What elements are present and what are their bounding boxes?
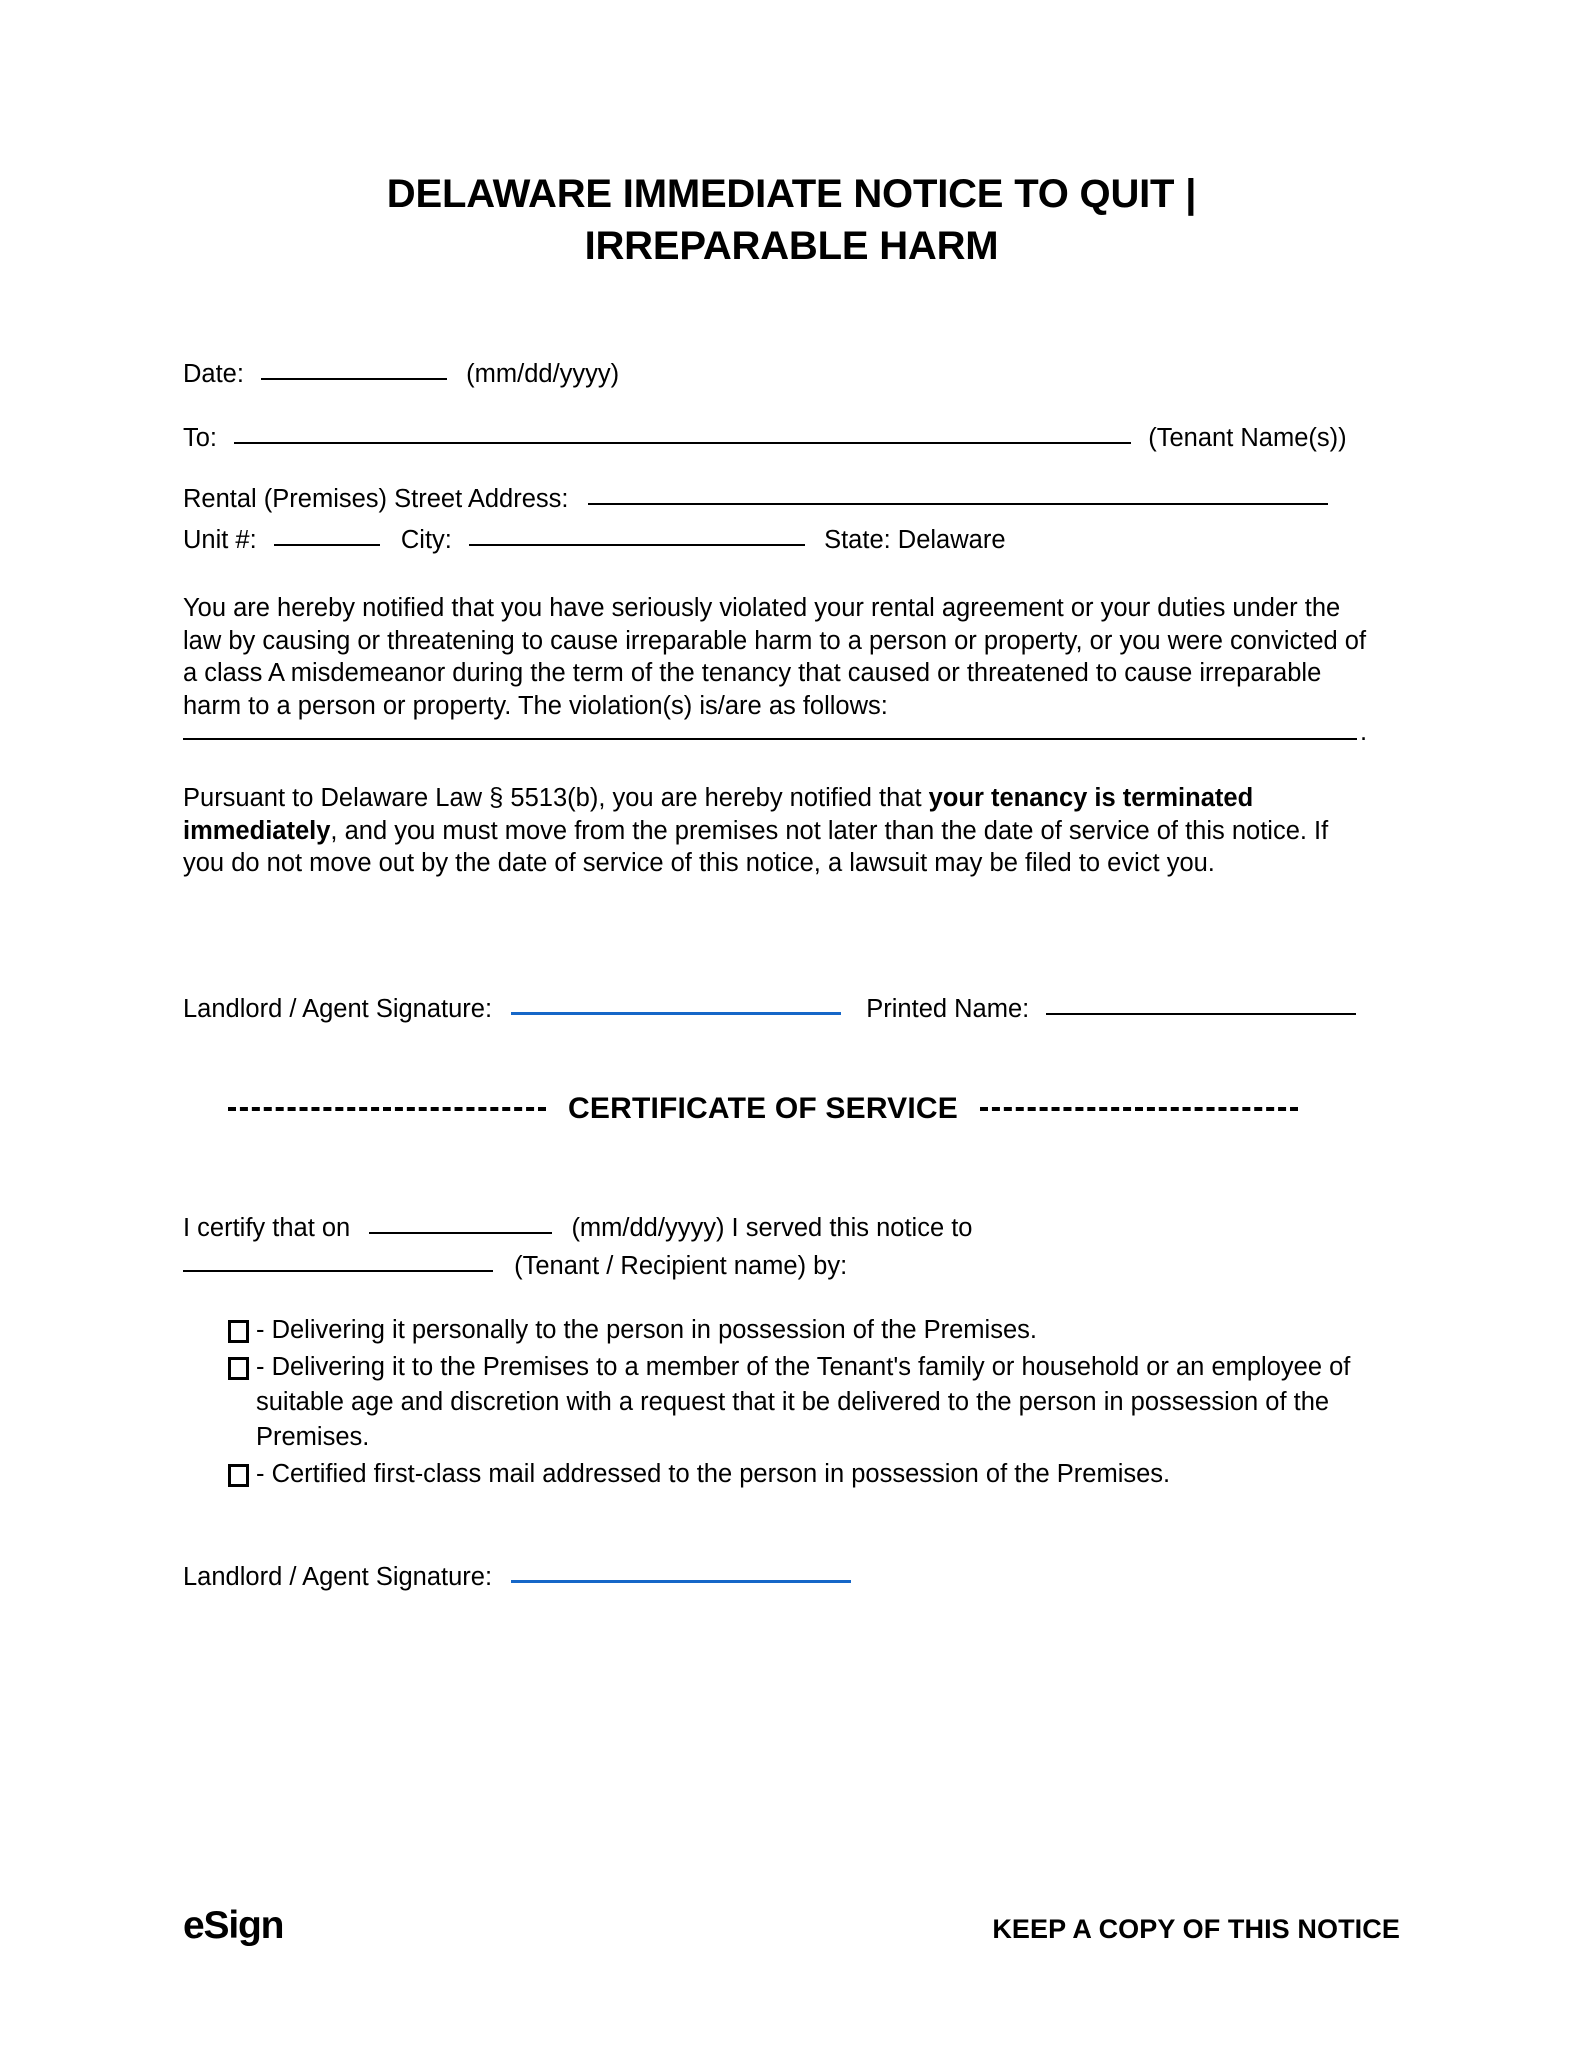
checkbox-icon[interactable] [228, 1320, 249, 1343]
violation-input-line[interactable] [183, 738, 1357, 740]
dashed-rule-right [980, 1107, 1298, 1111]
violation-paragraph: You are hereby notified that you have seriously violated your rental agreement or your duties under the law by causing or threatening to cause irreparable harm to a person or property, or you were convicted of a class A misdemeanor during the term of the tenancy that caused or threatened to cause irreparable harm to a person or property. The violation(s) is/are as follows: [183, 594, 1367, 720]
printed-name-label: Printed Name: [866, 995, 1030, 1023]
date-label: Date: [183, 360, 244, 388]
unit-input[interactable] [274, 525, 380, 546]
landlord-signature-label: Landlord / Agent Signature: [183, 995, 493, 1023]
to-field-row [183, 422, 1347, 454]
street-address-label: Rental (Premises) Street Address: [183, 485, 569, 513]
street-address-input[interactable] [588, 484, 1328, 505]
certify-date-hint: (mm/dd/yyyy) I served this notice to [571, 1214, 973, 1242]
date-field-row [183, 358, 619, 390]
date-format-hint: (mm/dd/yyyy) [466, 360, 620, 388]
service-method-list [228, 1313, 1408, 1494]
landlord-signature-row [183, 993, 1356, 1025]
certify-prefix-label: I certify that on [183, 1214, 351, 1242]
certify-recipient-row [183, 1250, 847, 1282]
checkbox-icon[interactable] [228, 1464, 249, 1487]
certificate-of-service-divider [183, 1092, 1343, 1126]
date-input[interactable] [261, 359, 447, 380]
termination-prefix: Pursuant to Delaware Law § 5513(b), you are hereby notified that [183, 784, 929, 812]
termination-bold-text: your tenancy is terminated immediately [183, 784, 1254, 845]
street-address-row [183, 483, 1328, 515]
certify-date-input[interactable] [369, 1213, 552, 1234]
esign-logo-e: e [183, 1904, 204, 1947]
termination-paragraph [183, 782, 1373, 880]
to-label: To: [183, 424, 218, 452]
termination-suffix: , and you must move from the premises not later than the date of service of this notice. If you do not move out by the date of service of this notice, a lawsuit may be filed to evict you. [183, 816, 1329, 878]
printed-name-input[interactable] [1046, 994, 1356, 1015]
certificate-signature-row [183, 1561, 851, 1593]
city-input[interactable] [469, 525, 805, 546]
tenant-name-input[interactable] [234, 423, 1131, 444]
certificate-signature-input[interactable] [511, 1561, 851, 1583]
page-title-line-1: DELAWARE IMMEDIATE NOTICE TO QUIT | [386, 172, 1197, 216]
landlord-signature-input[interactable] [511, 993, 841, 1015]
esign-logo-sign: Sign [203, 1904, 284, 1947]
city-label: City: [400, 526, 452, 554]
certificate-of-service-heading: CERTIFICATE OF SERVICE [568, 1092, 958, 1125]
service-method-option-certified-mail[interactable] [228, 1457, 1408, 1492]
violation-line-period: . [1360, 718, 1368, 746]
unit-label: Unit #: [183, 526, 257, 554]
checkbox-icon[interactable] [228, 1357, 249, 1380]
certificate-signature-label: Landlord / Agent Signature: [183, 1563, 493, 1591]
dashed-rule-left [228, 1107, 546, 1111]
esign-logo [183, 1904, 283, 1948]
service-method-label: - Certified first-class mail addressed to the person in possession of the Premises. [256, 1460, 1171, 1488]
service-method-option-household[interactable] [228, 1350, 1408, 1455]
unit-city-state-row [183, 524, 1006, 556]
service-method-label: - Delivering it to the Premises to a member of the Tenant's family or household or an employee of suitable age and discretion with a request that it be delivered to the person in possession of the Premises. [256, 1353, 1351, 1451]
page-title [183, 168, 1400, 272]
footer-notice: KEEP A COPY OF THIS NOTICE [992, 1914, 1400, 1944]
page-title-line-2: IRREPARABLE HARM [584, 224, 999, 268]
service-method-label: - Delivering it personally to the person in possession of the Premises. [256, 1316, 1037, 1344]
tenant-name-hint: (Tenant Name(s)) [1148, 424, 1347, 452]
state-label: State: Delaware [824, 526, 1006, 554]
certify-recipient-hint: (Tenant / Recipient name) by: [514, 1252, 848, 1280]
certify-recipient-input[interactable] [183, 1251, 493, 1272]
certify-date-row [183, 1212, 972, 1244]
service-method-option-personal[interactable] [228, 1313, 1408, 1348]
